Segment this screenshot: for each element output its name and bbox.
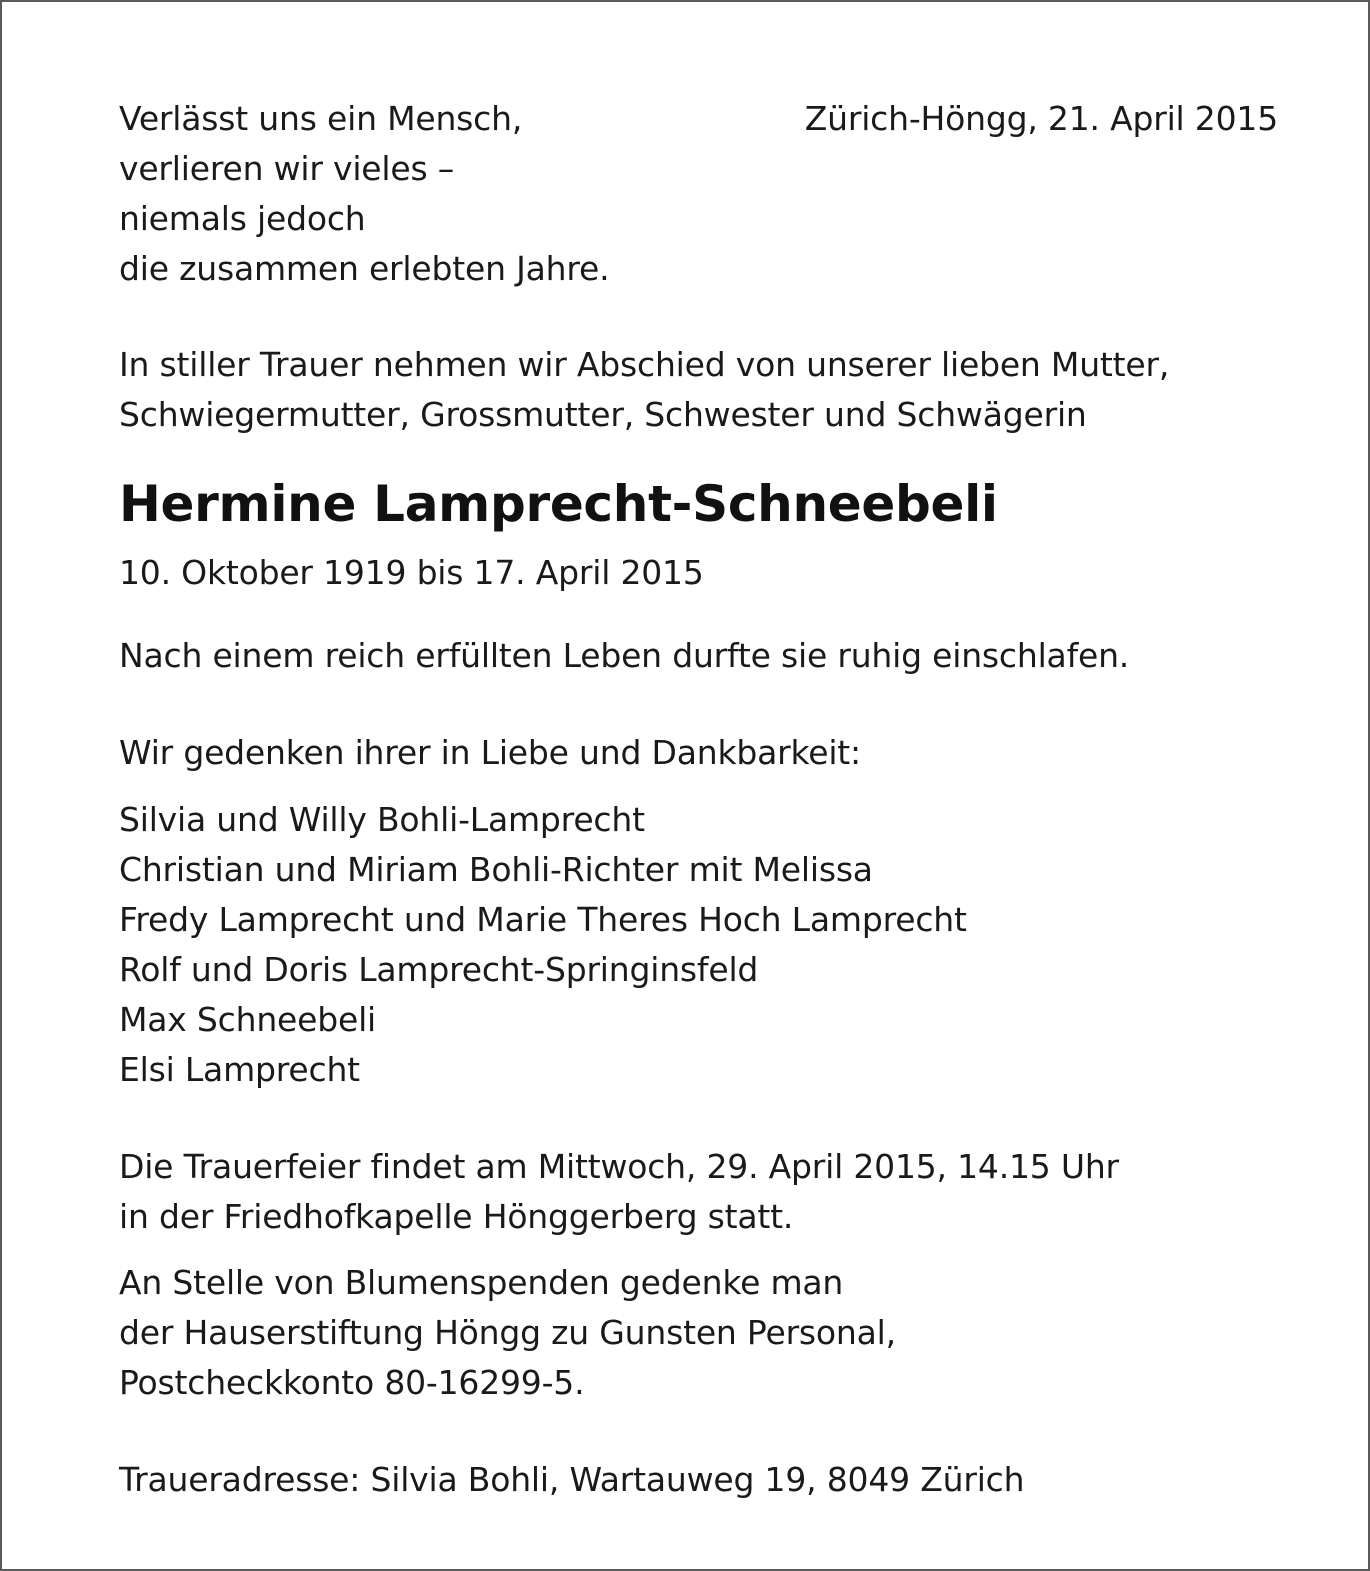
deceased-name: Hermine Lamprecht-Schneebeli (119, 475, 998, 533)
donation-line: An Stelle von Blumenspenden gedenke man (119, 1263, 844, 1302)
mourner-name: Silvia und Willy Bohli-Lamprecht (119, 800, 645, 839)
mourning-address: Traueradresse: Silvia Bohli, Wartauweg 19, 8049 Zürich (119, 1460, 1025, 1499)
motto-line: Verlässt uns ein Mensch, (119, 99, 523, 138)
motto-line: verlieren wir vieles – (119, 149, 455, 188)
place-date: Zürich-Höngg, 21. April 2015 (804, 99, 1278, 138)
mourner-name: Rolf und Doris Lamprecht-Springinsfeld (119, 950, 759, 989)
passing-statement: Nach einem reich erfüllten Leben durfte sie ruhig einschlafen. (119, 636, 1130, 675)
mourner-name: Fredy Lamprecht und Marie Theres Hoch Lamprecht (119, 900, 967, 939)
donation-line: der Hauserstiftung Höngg zu Gunsten Personal, (119, 1313, 896, 1352)
intro-line: In stiller Trauer nehmen wir Abschied von unserer lieben Mutter, (119, 345, 1170, 384)
mourner-name: Christian und Miriam Bohli-Richter mit Melissa (119, 850, 873, 889)
donation-line: Postcheckkonto 80-16299-5. (119, 1363, 585, 1402)
mourner-name: Max Schneebeli (119, 1000, 377, 1039)
ceremony-line: in der Friedhofkapelle Hönggerberg statt. (119, 1197, 794, 1236)
life-dates: 10. Oktober 1919 bis 17. April 2015 (119, 553, 704, 592)
intro-line: Schwiegermutter, Grossmutter, Schwester und Schwägerin (119, 395, 1087, 434)
mourner-name: Elsi Lamprecht (119, 1050, 360, 1089)
mourners-intro: Wir gedenken ihrer in Liebe und Dankbarkeit: (119, 733, 861, 772)
motto-line: niemals jedoch (119, 199, 366, 238)
ceremony-line: Die Trauerfeier findet am Mittwoch, 29. April 2015, 14.15 Uhr (119, 1147, 1119, 1186)
motto-line: die zusammen erlebten Jahre. (119, 249, 610, 288)
